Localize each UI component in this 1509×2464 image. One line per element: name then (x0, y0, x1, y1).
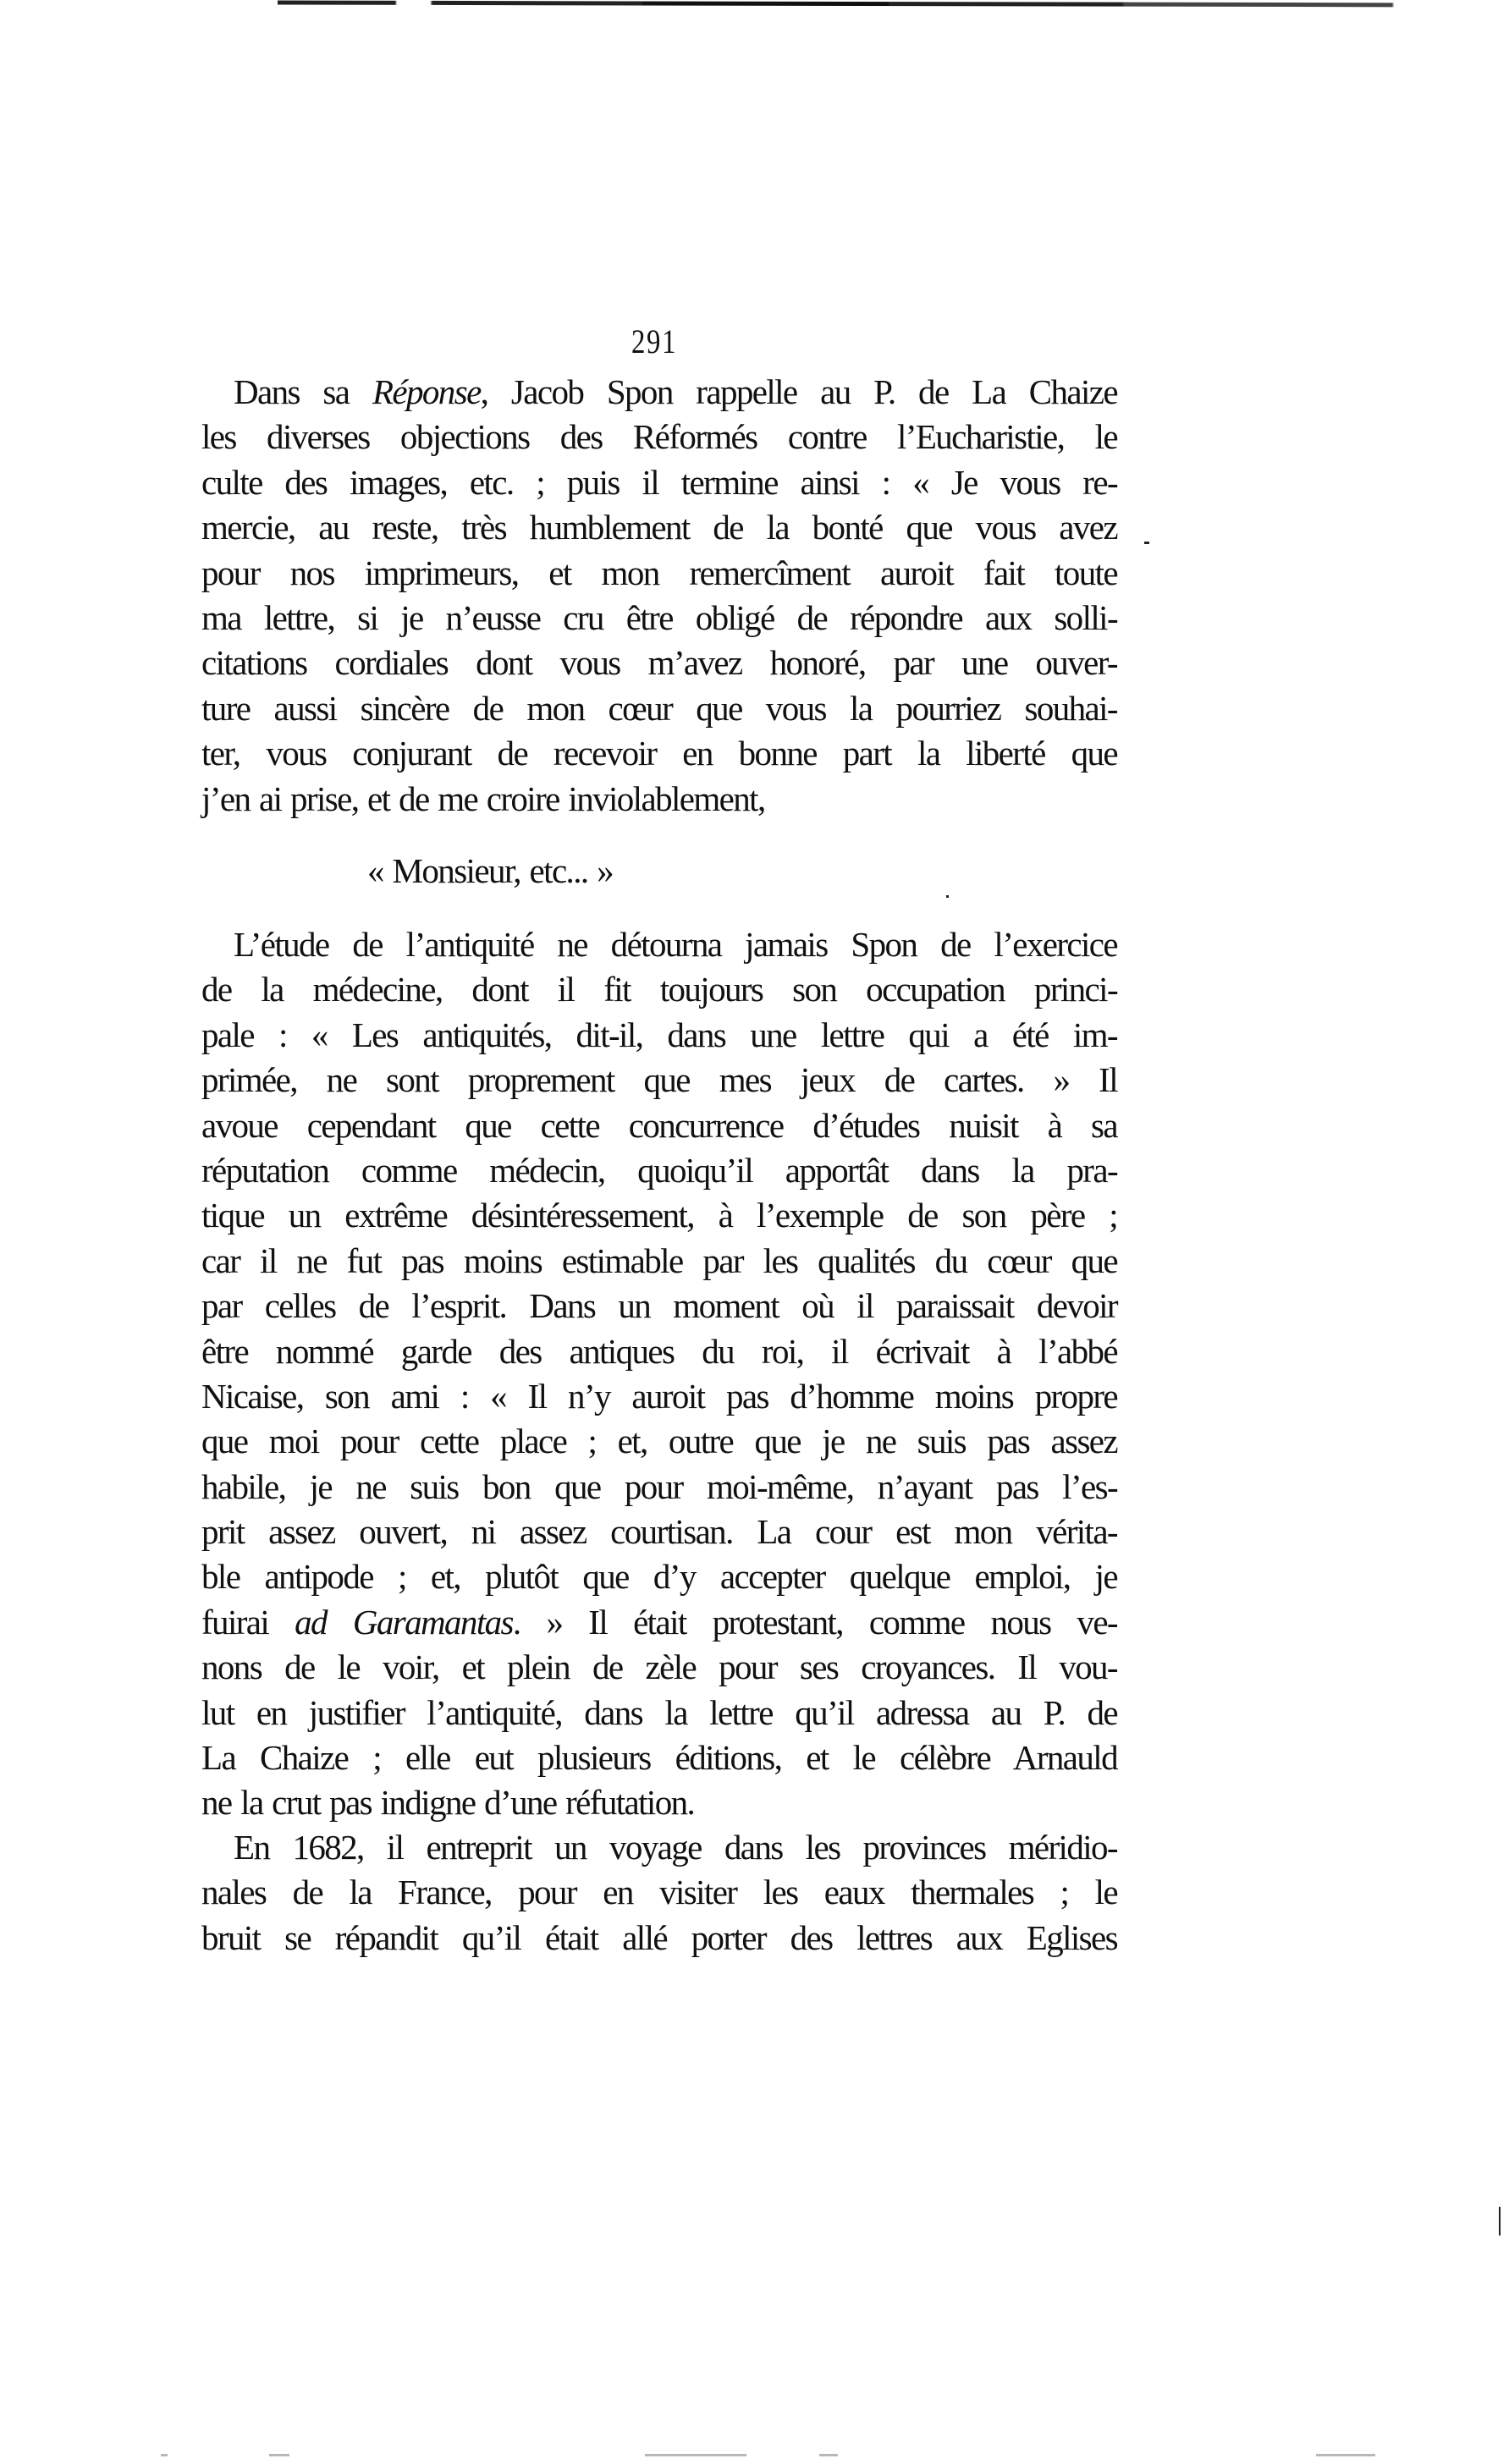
text-line: ma lettre, si je n’eusse cru être obligé de répondre aux solli- (201, 597, 1117, 637)
text-line: car il ne fut pas moins estimable par les qualités du cœur que (201, 1240, 1117, 1280)
scan-edge-bottom-mark (161, 2454, 168, 2456)
scan-edge-bottom-mark (645, 2454, 746, 2456)
text-line: Nicaise, son ami : « Il n’y auroit pas d’homme moins propre (201, 1376, 1117, 1416)
stray-vertical-mark (1499, 2207, 1501, 2236)
text-line: réputation comme médecin, quoiqu’il apportât dans la pra- (201, 1150, 1117, 1190)
text-line: habile, je ne suis bon que pour moi-même, n’ayant pas l’es- (201, 1466, 1117, 1506)
text-line: j’en ai prise, et de me croire inviolablement, (201, 778, 765, 818)
scan-edge-bottom-mark (1316, 2454, 1375, 2456)
text-line: L’étude de l’antiquité ne détourna jamais Spon de l’exercice (234, 925, 1117, 964)
text-line: pale : « Les antiquités, dit-il, dans une lettre qui a été im- (201, 1015, 1117, 1054)
scan-edge-top-line (278, 1, 1451, 8)
text-line: avoue cependant que cette concurrence d’études nuisit à sa (201, 1105, 1117, 1145)
stray-dot-mark (946, 895, 949, 898)
text-line: ne la crut pas indigne d’une réfutation. (201, 1783, 695, 1823)
text-line: nales de la France, pour en visiter les eaux thermales ; le (201, 1873, 1117, 1912)
text-line: pour nos imprimeurs, et mon remercîment auroit fait toute (201, 553, 1117, 592)
closing-salutation (201, 849, 1117, 894)
text-line: de la médecine, dont il fit toujours son occupation princi- (201, 970, 1117, 1009)
text-run: Dans sa (234, 372, 372, 411)
page-number: 291 (631, 322, 678, 360)
stray-dash-mark (1144, 542, 1149, 544)
italic-phrase-ad-garamantas: ad Garamantas (295, 1602, 513, 1642)
italic-title-reponse: Réponse (372, 372, 481, 411)
text-line: prit assez ouvert, ni assez courtisan. La cour est mon vérita- (201, 1512, 1117, 1552)
text-line: citations cordiales dont vous m’avez honoré, par une ouver- (201, 643, 1117, 683)
text-line (201, 370, 1117, 415)
text-line: ble antipode ; et, plutôt que d’y accepter quelque emploi, je (201, 1557, 1117, 1597)
text-run: fuirai (201, 1602, 295, 1642)
paragraph-voyage-1682 (201, 1825, 1117, 1961)
text-line: « Monsieur, etc... » (367, 851, 614, 890)
paragraph-reponse (201, 370, 1117, 822)
text-line: bruit se répandit qu’il était allé porter des lettres aux Eglises (201, 1917, 1117, 1957)
text-line: par celles de l’esprit. Dans un moment où il paraissait devoir (201, 1286, 1117, 1326)
text-run: . » Il était protestant, comme nous ve- (512, 1602, 1117, 1642)
scan-edge-bottom-mark (269, 2454, 289, 2456)
text-line: lut en justifier l’antiquité, dans la lettre qu’il adressa au P. de (201, 1692, 1117, 1732)
text-line (201, 1600, 1117, 1645)
scan-edge-bottom-mark (819, 2454, 838, 2456)
text-run: , Jacob Spon rappelle au P. de La Chaize (480, 372, 1117, 411)
paragraph-etude-antiquite (201, 922, 1117, 1826)
text-line: que moi pour cette place ; et, outre que je ne suis pas assez (201, 1422, 1117, 1461)
text-line: nons de le voir, et plein de zèle pour ses croyances. Il vou- (201, 1647, 1117, 1687)
text-line: primée, ne sont proprement que mes jeux de cartes. » Il (201, 1060, 1117, 1100)
text-line: être nommé garde des antiques du roi, il écrivait à l’abbé (201, 1331, 1117, 1371)
text-line: les diverses objections des Réformés contre l’Eucharistie, le (201, 417, 1117, 457)
text-line: ter, vous conjurant de recevoir en bonne part la liberté que (201, 734, 1117, 773)
text-line: En 1682, il entreprit un voyage dans les provinces méridio- (234, 1828, 1117, 1867)
text-line: culte des images, etc. ; puis il termine ainsi : « Je vous re- (201, 462, 1117, 502)
text-line: La Chaize ; elle eut plusieurs éditions, et le célèbre Arnauld (201, 1738, 1117, 1778)
text-line: ture aussi sincère de mon cœur que vous la pourriez souhai- (201, 688, 1117, 728)
text-line: mercie, au reste, très humblement de la bonté que vous avez (201, 508, 1117, 547)
text-line: tique un extrême désintéressement, à l’exemple de son père ; (201, 1196, 1117, 1235)
